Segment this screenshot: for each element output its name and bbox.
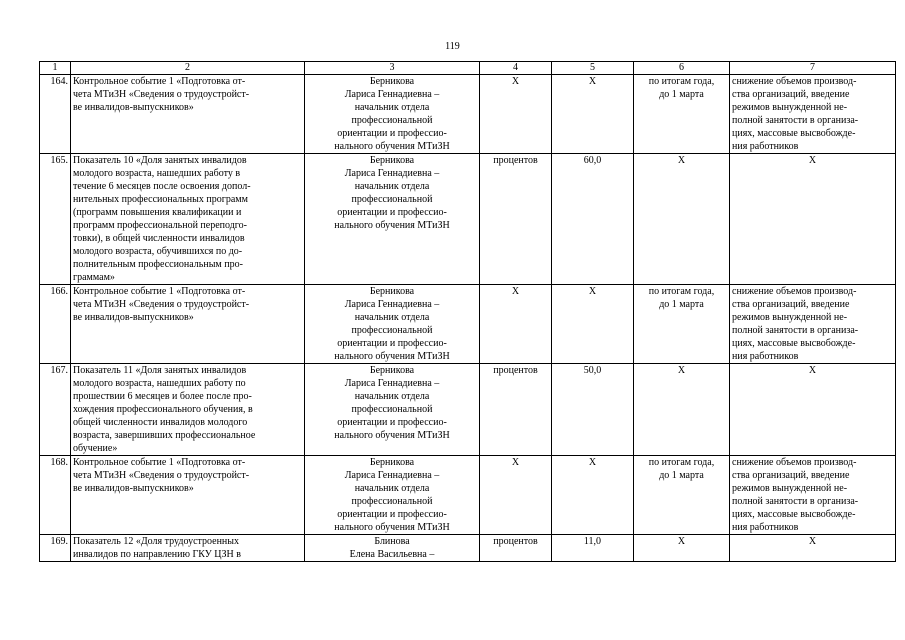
row-responsible [305, 285, 480, 364]
row-responsible-line: Лариса Геннадиевна – [344, 89, 440, 100]
page-number: 119 [445, 41, 460, 52]
row-description-line: чета МТиЗН «Сведения о трудоустройст- [73, 470, 250, 481]
row-number: 169. [40, 535, 71, 562]
row-deadline [634, 75, 730, 154]
row-responsible-line: Лариса Геннадиевна – [344, 299, 440, 310]
row-responsible-line: ориентации и профессио- [337, 128, 447, 139]
table-row [40, 154, 896, 285]
row-unit: Х [480, 456, 552, 535]
col-header-2: 2 [71, 62, 305, 75]
row-deadline [634, 285, 730, 364]
row-responsible-line: Лариса Геннадиевна – [344, 378, 440, 389]
col-header-3: 3 [305, 62, 480, 75]
row-description-line: Контрольное событие 1 «Подготовка от- [73, 286, 246, 297]
row-risks-line: снижение объемов производ- [732, 76, 857, 87]
row-responsible-line: нального обучения МТиЗН [334, 220, 450, 231]
row-responsible-line: Лариса Геннадиевна – [344, 470, 440, 481]
row-responsible-line: ориентации и профессио- [337, 207, 447, 218]
row-unit: процентов [480, 535, 552, 562]
row-deadline-line: Х [677, 536, 686, 547]
row-responsible-line: профессиональной [351, 404, 433, 415]
row-description-line: чета МТиЗН «Сведения о трудоустройст- [73, 89, 250, 100]
row-responsible-line: нального обучения МТиЗН [334, 430, 450, 441]
col-header-1: 1 [40, 62, 71, 75]
row-risks-line: снижение объемов производ- [732, 457, 857, 468]
row-value: Х [552, 75, 634, 154]
row-responsible-line: ориентации и профессио- [337, 338, 447, 349]
row-description-line: молодого возраста, обучившихся по до- [73, 246, 243, 257]
row-responsible-line: нального обучения МТиЗН [334, 141, 450, 152]
row-responsible-line: Блинова [374, 536, 410, 547]
row-deadline [634, 154, 730, 285]
row-value: Х [552, 456, 634, 535]
row-risks-line: циях, массовые высвобожде- [732, 338, 856, 349]
row-risks-line: ния работников [732, 351, 799, 362]
row-description-line: Контрольное событие 1 «Подготовка от- [73, 76, 246, 87]
row-responsible-line: профессиональной [351, 325, 433, 336]
table-row [40, 75, 896, 154]
row-description-line: полнительным профессиональным про- [73, 259, 243, 270]
row-description [71, 535, 305, 562]
row-responsible-line: начальник отдела [354, 483, 430, 494]
row-description-line: хождения профессионального обучения, в [73, 404, 253, 415]
row-description-line: Показатель 10 «Доля занятых инвалидов [73, 155, 247, 166]
table-row [40, 535, 896, 562]
col-header-7: 7 [730, 62, 896, 75]
row-description-line: прошествии 6 месяцев и более после про- [73, 391, 252, 402]
row-unit: процентов [480, 154, 552, 285]
row-unit: процентов [480, 364, 552, 456]
row-deadline-line: до 1 марта [659, 470, 704, 481]
row-deadline-line: по итогам года, [648, 457, 715, 468]
row-risks-line: режимов вынужденной не- [732, 483, 848, 494]
row-description [71, 364, 305, 456]
row-responsible-line: Берникова [369, 286, 415, 297]
row-responsible-line: Берникова [369, 457, 415, 468]
row-description-line: Показатель 12 «Доля трудоустроенных [73, 536, 239, 547]
col-header-5: 5 [552, 62, 634, 75]
row-responsible [305, 75, 480, 154]
row-risks [730, 364, 896, 456]
row-description-line: Контрольное событие 1 «Подготовка от- [73, 457, 246, 468]
row-unit: Х [480, 75, 552, 154]
row-responsible [305, 456, 480, 535]
row-responsible-line: ориентации и профессио- [337, 509, 447, 520]
row-number: 167. [40, 364, 71, 456]
row-responsible-line: начальник отдела [354, 102, 430, 113]
row-number: 165. [40, 154, 71, 285]
row-description [71, 75, 305, 154]
col-header-4: 4 [480, 62, 552, 75]
row-responsible-line: нального обучения МТиЗН [334, 351, 450, 362]
row-deadline-line: Х [677, 155, 686, 166]
row-description-line: молодого возраста, нашедших работу в [73, 168, 241, 179]
row-value: Х [552, 285, 634, 364]
row-description-line: Показатель 11 «Доля занятых инвалидов [73, 365, 247, 376]
row-responsible-line: Берникова [369, 76, 415, 87]
header-row [40, 62, 896, 75]
row-value: 11,0 [552, 535, 634, 562]
row-description-line: чета МТиЗН «Сведения о трудоустройст- [73, 299, 250, 310]
row-description-line: течение 6 месяцев после освоения допол- [73, 181, 251, 192]
row-responsible-line: начальник отдела [354, 391, 430, 402]
row-description-line: ве инвалидов-выпускников» [73, 102, 194, 113]
row-risks [730, 535, 896, 562]
row-risks-line: ния работников [732, 141, 799, 152]
row-description-line: ве инвалидов-выпускников» [73, 312, 194, 323]
row-risks-line: циях, массовые высвобожде- [732, 128, 856, 139]
row-description-line: инвалидов по направлению ГКУ ЦЗН в [73, 549, 241, 560]
row-value: 50,0 [552, 364, 634, 456]
row-description [71, 456, 305, 535]
table-row [40, 285, 896, 364]
row-responsible-line: Лариса Геннадиевна – [344, 168, 440, 179]
row-description-line: общей численности инвалидов молодого [73, 417, 248, 428]
row-description-line: товки), в общей численности инвалидов [73, 233, 245, 244]
row-description-line: ве инвалидов-выпускников» [73, 483, 194, 494]
row-responsible-line: Берникова [369, 155, 415, 166]
row-risks-line: ства организаций, введение [732, 299, 850, 310]
row-risks [730, 75, 896, 154]
row-responsible-line: Елена Васильевна – [349, 549, 435, 560]
row-description [71, 285, 305, 364]
row-risks-line: полной занятости в организа- [732, 115, 859, 126]
row-risks-line: ния работников [732, 522, 799, 533]
row-deadline [634, 456, 730, 535]
row-responsible-line: начальник отдела [354, 181, 430, 192]
row-responsible-line: профессиональной [351, 194, 433, 205]
row-risks-line: Х [808, 365, 817, 376]
row-number: 168. [40, 456, 71, 535]
row-risks-line: Х [808, 155, 817, 166]
row-description-line: обучение» [73, 443, 118, 454]
row-responsible [305, 364, 480, 456]
row-deadline-line: по итогам года, [648, 286, 715, 297]
row-responsible-line: Берникова [369, 365, 415, 376]
row-description-line: граммам» [73, 272, 115, 283]
table-row [40, 364, 896, 456]
row-unit: Х [480, 285, 552, 364]
row-responsible-line: нального обучения МТиЗН [334, 522, 450, 533]
document-table [39, 61, 896, 562]
row-responsible [305, 535, 480, 562]
row-number: 166. [40, 285, 71, 364]
row-description-line: молодого возраста, нашедших работу по [73, 378, 246, 389]
row-responsible-line: профессиональной [351, 496, 433, 507]
row-risks-line: снижение объемов производ- [732, 286, 857, 297]
row-responsible-line: ориентации и профессио- [337, 417, 447, 428]
row-deadline-line: Х [677, 365, 686, 376]
row-responsible-line: профессиональной [351, 115, 433, 126]
col-header-6: 6 [634, 62, 730, 75]
row-risks-line: циях, массовые высвобожде- [732, 509, 856, 520]
row-description-line: возраста, завершивших профессиональное [73, 430, 256, 441]
row-description-line: (программ повышения квалификации и [73, 207, 242, 218]
row-risks-line: ства организаций, введение [732, 470, 850, 481]
row-deadline [634, 535, 730, 562]
row-description-line: нительных профессиональных программ [73, 194, 248, 205]
row-risks-line: режимов вынужденной не- [732, 102, 848, 113]
row-deadline-line: до 1 марта [659, 299, 704, 310]
row-risks [730, 285, 896, 364]
row-risks [730, 456, 896, 535]
row-risks [730, 154, 896, 285]
row-description [71, 154, 305, 285]
row-description-line: программ профессиональной переподго- [73, 220, 247, 231]
row-responsible-line: начальник отдела [354, 312, 430, 323]
row-deadline [634, 364, 730, 456]
row-responsible [305, 154, 480, 285]
row-risks-line: Х [808, 536, 817, 547]
row-risks-line: полной занятости в организа- [732, 496, 859, 507]
table-row [40, 456, 896, 535]
row-risks-line: режимов вынужденной не- [732, 312, 848, 323]
row-risks-line: полной занятости в организа- [732, 325, 859, 336]
row-value: 60,0 [552, 154, 634, 285]
row-deadline-line: до 1 марта [659, 89, 704, 100]
row-deadline-line: по итогам года, [648, 76, 715, 87]
row-number: 164. [40, 75, 71, 154]
row-risks-line: ства организаций, введение [732, 89, 850, 100]
